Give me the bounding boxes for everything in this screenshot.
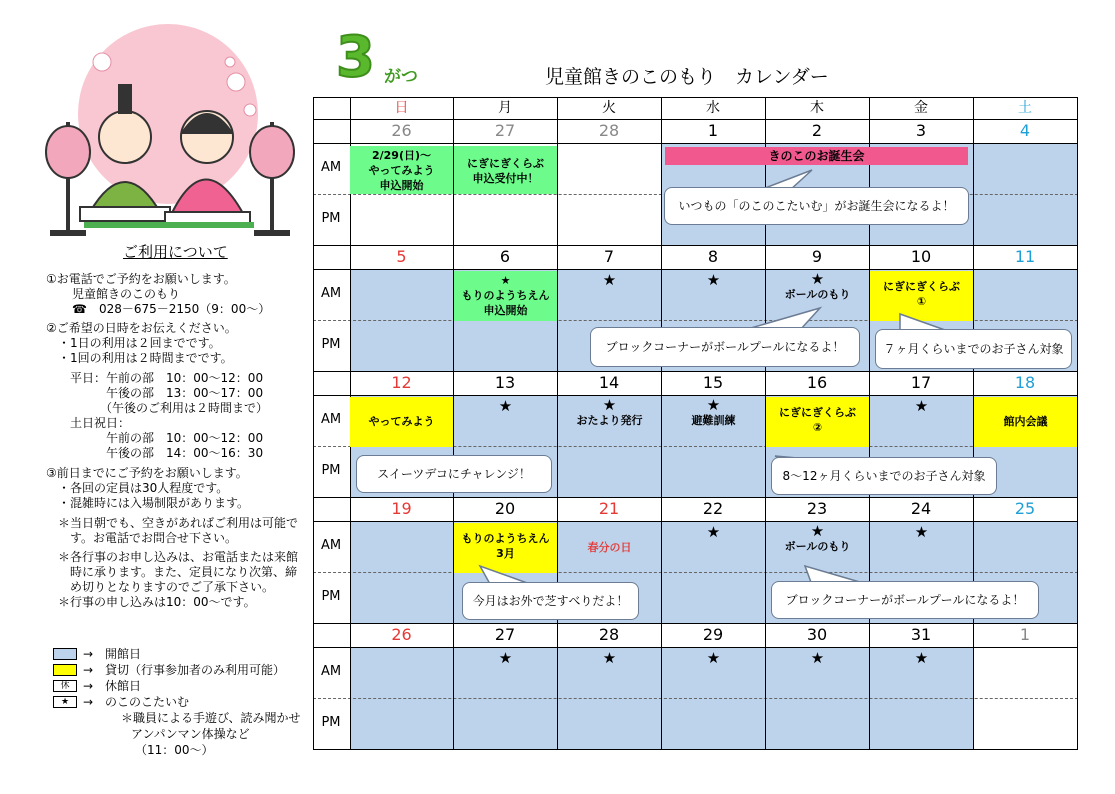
date-number: 9 [811, 247, 823, 266]
date-number: 11 [1014, 247, 1036, 266]
date-number: 2 [811, 121, 823, 140]
usage-info: ①お電話でご予約をお願いします。 児童館きのこのもり ☎ 028－675－2150（9：00～） ②ご希望の日時をお伝えください。 ・1日の利用は２回までです。 ・1回の利用は２時間までです。 平日：午前の部 10：00～12：00 午後の部 13：00～17：00 （午後のご利用は２時間まで） 土日祝日： 午前の部 10：00～12：00 午後の部 14：00～16：30 ③前日までにご予約をお願いします。 ・各回の定員は30人程度です。 ・混雑時には入場制限があります。 ＊当日朝でも、空きがあればご利用は可能で す。お電話でお問合せ下さい。 ＊各行事のお申し込みは、お電話または来館 時に承ります。また、定員になり次第、締 め切りとなりますのでご了承下さい。 ＊行事の申し込みは10：00～です。 [46, 272, 299, 609]
weekday-sat: 土 [1018, 100, 1032, 116]
date-number: 15 [702, 373, 724, 392]
weekday-tue: 火 [602, 100, 616, 116]
usage-title: ご利用について [123, 243, 228, 261]
date-number: 28 [598, 625, 620, 644]
bubble-ballpool-1: ブロックコーナーがボールプールになるよ！ [590, 327, 860, 367]
bubble-ballpool-2: ブロックコーナーがボールプールになるよ！ [771, 581, 1039, 619]
date-number: 10 [910, 247, 932, 266]
weekday-wed: 水 [706, 100, 720, 116]
date-number: 8 [707, 247, 719, 266]
event-morinoyouchien-apply: ★ もりのようちえん 申込開始 [454, 271, 557, 321]
month-number: 3 [336, 25, 375, 90]
bubble-niginigi-2: 8～12ヶ月くらいまでのお子さん対象 [771, 457, 997, 495]
date-number: 7 [603, 247, 615, 266]
legend-open-swatch [53, 648, 77, 660]
date-number: 20 [494, 499, 516, 518]
date-number: 1 [1019, 625, 1031, 644]
pm-label: PM [321, 589, 341, 604]
date-number: 3 [915, 121, 927, 140]
date-number: 24 [910, 499, 932, 518]
star-mar28: ★ [602, 649, 617, 667]
date-number: 27 [494, 121, 516, 140]
event-niginigi-1: にぎにぎくらぶ ① [870, 271, 973, 321]
date-number: 21 [598, 499, 620, 518]
pm-label: PM [321, 463, 341, 478]
date-number: 5 [396, 247, 407, 266]
hina-doll-illustration [40, 22, 300, 252]
weekday-sun: 日 [394, 100, 409, 116]
event-drill: ★ 避難訓練 [691, 396, 736, 427]
date-number: 31 [910, 625, 932, 644]
star-mar8: ★ [706, 271, 721, 289]
event-yattemiyou-apply: 2/29(日)～ やってみよう 申込開始 [350, 146, 453, 194]
am-label: AM [320, 160, 342, 175]
legend-reserved-swatch [53, 664, 77, 676]
date-number: 18 [1014, 373, 1036, 392]
date-number: 29 [702, 625, 724, 644]
event-niginigi-2: にぎにぎくらぶ ② [766, 397, 869, 447]
am-label: AM [320, 412, 342, 427]
event-yattemiyou: やってみよう [350, 397, 453, 447]
date-number: 13 [494, 373, 516, 392]
star-mar31: ★ [914, 649, 929, 667]
date-number: 4 [1019, 121, 1031, 140]
date-number: 16 [806, 373, 828, 392]
weekday-fri: 金 [914, 100, 928, 116]
weekday-mon: 月 [498, 100, 512, 116]
weekday-thu: 木 [810, 100, 824, 116]
date-number: 12 [391, 373, 412, 392]
date-number: 27 [494, 625, 516, 644]
star-mar22: ★ [706, 523, 721, 541]
legend-star-swatch: ★ [53, 696, 77, 708]
event-shunbun: 春分の日 [587, 541, 632, 554]
event-niginigi-apply: にぎにぎくらぶ 申込受付中！ [454, 146, 557, 194]
star-mar24: ★ [914, 523, 929, 541]
star-mar27: ★ [498, 649, 513, 667]
am-label: AM [320, 538, 342, 553]
event-otayori: ★ おたより発行 [576, 396, 643, 427]
date-number: 30 [806, 625, 828, 644]
date-number: 17 [910, 373, 932, 392]
event-meeting: 館内会議 [974, 397, 1077, 447]
legend-closed-swatch: 休 [53, 680, 77, 692]
pm-label: PM [321, 715, 341, 730]
am-label: AM [320, 664, 342, 679]
month-suffix: がつ [384, 67, 418, 87]
pm-label: PM [321, 211, 341, 226]
date-number: 25 [1014, 499, 1036, 518]
star-mar29: ★ [706, 649, 721, 667]
date-number: 22 [702, 499, 724, 518]
date-number: 26 [391, 121, 412, 140]
bubble-birthday: いつもの「のこのこたいむ」がお誕生会になるよ！ [664, 187, 969, 225]
event-ballnomori-2: ★ ボールのもり [784, 522, 851, 553]
event-ballnomori-1: ★ ボールのもり [784, 270, 851, 301]
star-mar30: ★ [810, 649, 825, 667]
bubble-niginigi-1: ７ヶ月くらいまでのお子さん対象 [875, 329, 1072, 369]
date-number: 14 [598, 373, 620, 392]
date-number: 28 [598, 121, 620, 140]
star-mar13: ★ [498, 397, 513, 415]
legend: → 開館日 → 貸切（行事参加者のみ利用可能） 休 → 休館日 ★ → のこのこたいむ ＊職員による手遊び、読み聞かせ アンパンマン体操など （11：00～） [53, 646, 301, 758]
date-number: 23 [806, 499, 828, 518]
bubble-shibasuberi: 今月はお外で芝すべりだよ！ [462, 582, 639, 620]
star-mar17: ★ [914, 397, 929, 415]
page-title: 児童館きのこのもり カレンダー [545, 66, 829, 88]
star-mar7: ★ [602, 271, 617, 289]
event-morinoyouchien-march: もりのようちえん 3月 [454, 523, 557, 573]
date-number: 6 [499, 247, 511, 266]
bubble-sweets: スイーツデコにチャレンジ！ [356, 455, 552, 493]
date-number: 19 [391, 499, 412, 518]
date-number: 26 [391, 625, 412, 644]
am-label: AM [320, 286, 342, 301]
pm-label: PM [321, 337, 341, 352]
event-birthday: きのこのお誕生会 [665, 147, 968, 165]
date-number: 1 [707, 121, 719, 140]
